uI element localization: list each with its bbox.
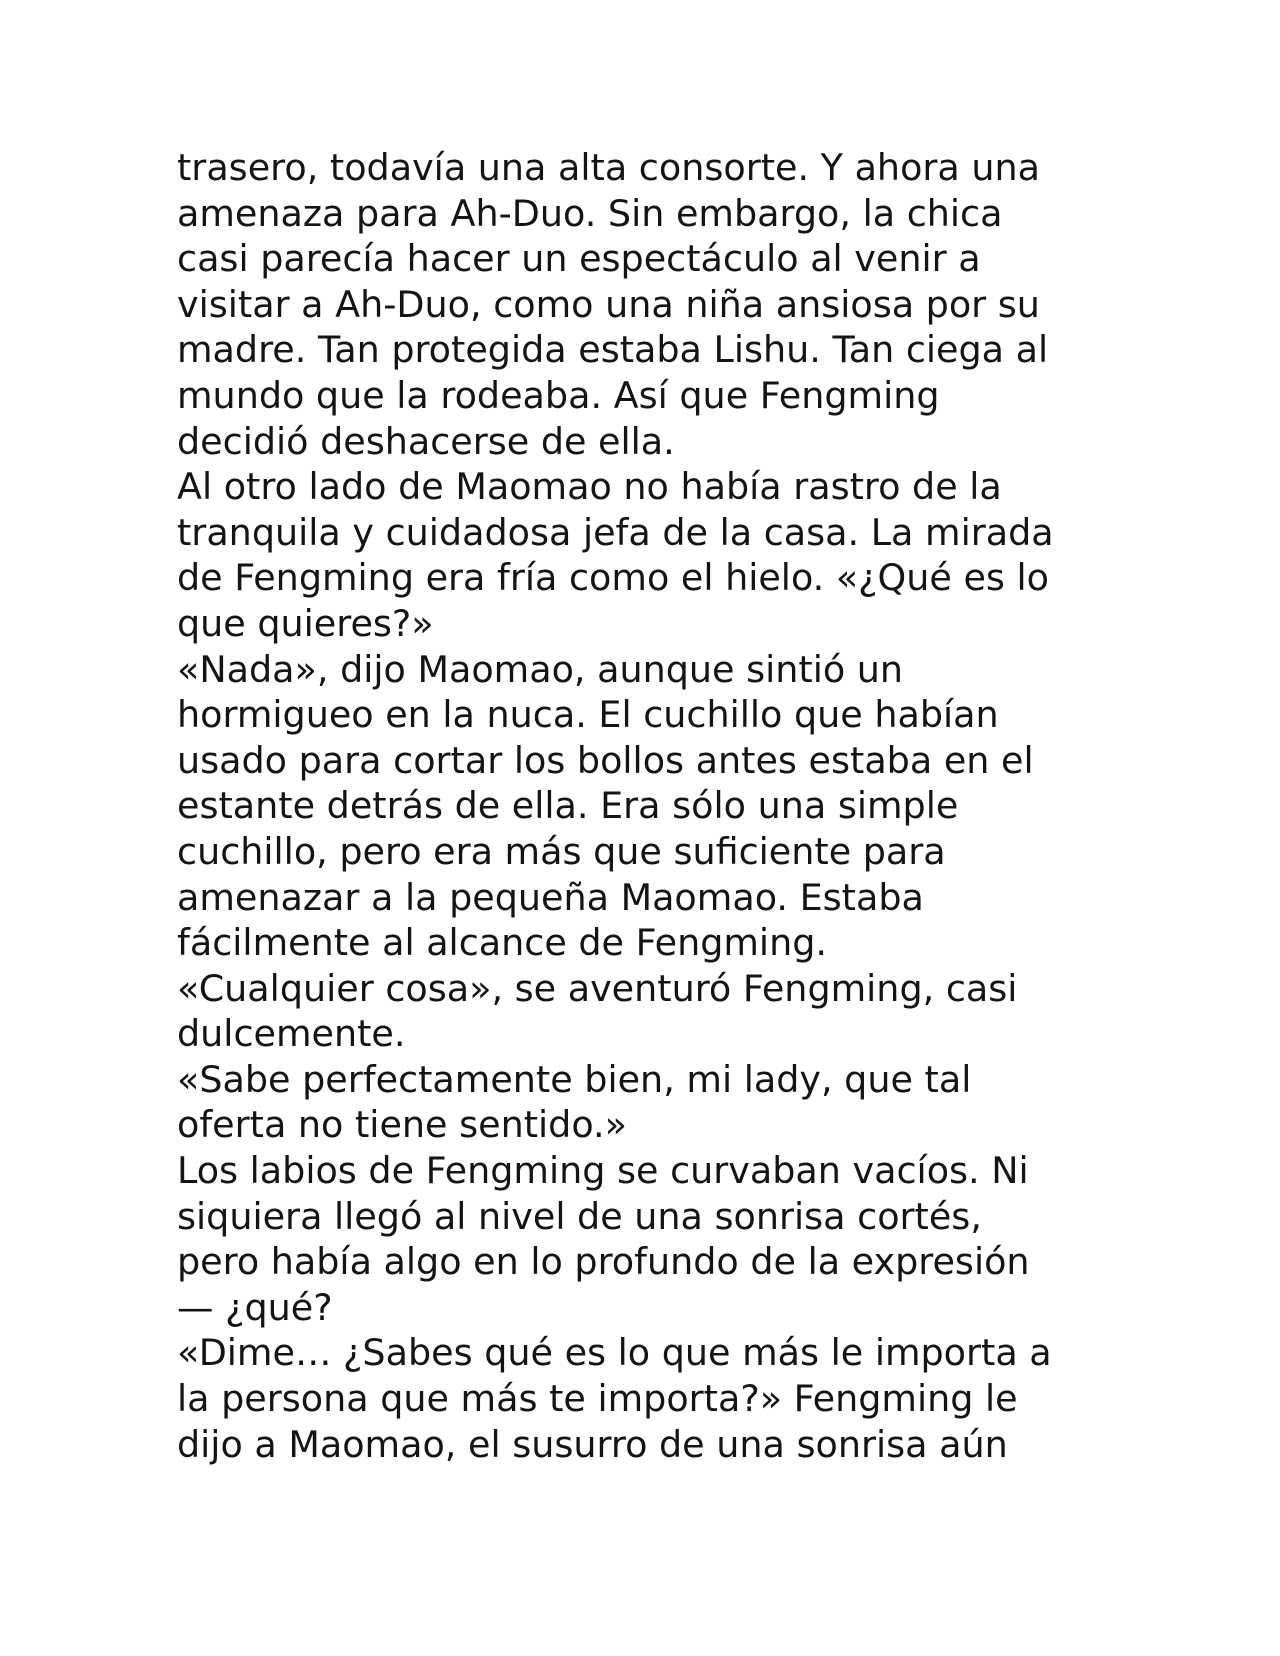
text-line: hormigueo en la nuca. El cuchillo que habían bbox=[177, 693, 999, 737]
body-text bbox=[177, 145, 1117, 1467]
text-line: Al otro lado de Maomao no había rastro de la bbox=[177, 465, 1002, 509]
text-line: — ¿qué? bbox=[177, 1285, 333, 1329]
text-line: siquiera llegó al nivel de una sonrisa cortés, bbox=[177, 1194, 982, 1238]
text-line: amenaza para Ah-Duo. Sin embargo, la chica bbox=[177, 191, 1003, 235]
text-line: «Cualquier cosa», se aventuró Fengming, casi bbox=[177, 966, 1018, 1010]
text-line: «Dime… ¿Sabes qué es lo que más le importa a bbox=[177, 1331, 1052, 1375]
text-line: oferta no tiene sentido.» bbox=[177, 1103, 627, 1147]
text-line: tranquila y cuidadosa jefa de la casa. La mirada bbox=[177, 510, 1054, 554]
text-line: usado para cortar los bollos antes estaba en el bbox=[177, 738, 1034, 782]
text-line: trasero, todavía una alta consorte. Y ahora una bbox=[177, 146, 1041, 189]
text-line: dulcemente. bbox=[177, 1012, 406, 1056]
text-line: amenazar a la pequeña Maomao. Estaba bbox=[177, 875, 924, 919]
text-line: pero había algo en lo profundo de la expresión bbox=[177, 1240, 1030, 1284]
text-line: estante detrás de ella. Era sólo una simple bbox=[177, 784, 959, 828]
text-line: mundo que la rodeaba. Así que Fengming bbox=[177, 373, 940, 417]
text-line: casi parecía hacer un espectáculo al venir a bbox=[177, 237, 981, 281]
text-line: visitar a Ah-Duo, como una niña ansiosa por su bbox=[177, 282, 1040, 326]
text-line: «Nada», dijo Maomao, aunque sintió un bbox=[177, 647, 904, 691]
text-line: Los labios de Fengming se curvaban vacíos. Ni bbox=[177, 1149, 1029, 1193]
text-line: cuchillo, pero era más que suficiente para bbox=[177, 829, 946, 873]
text-line: que quieres?» bbox=[177, 601, 434, 645]
text-line: decidió deshacerse de ella. bbox=[177, 419, 675, 463]
text-line: la persona que más te importa?» Fengming le bbox=[177, 1377, 1018, 1421]
text-line: de Fengming era fría como el hielo. «¿Qué es lo bbox=[177, 556, 1050, 600]
text-line: dijo a Maomao, el susurro de una sonrisa aún bbox=[177, 1422, 1008, 1466]
text-line: madre. Tan protegida estaba Lishu. Tan ciega al bbox=[177, 328, 1049, 372]
text-line: «Sabe perfectamente bien, mi lady, que tal bbox=[177, 1057, 972, 1101]
text-line: fácilmente al alcance de Fengming. bbox=[177, 921, 827, 965]
